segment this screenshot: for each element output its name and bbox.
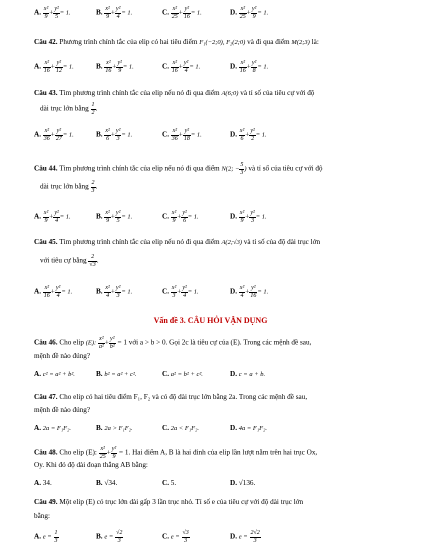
q44-answer-a[interactable]: A. $\frac{\text{x²}}{9}$ + $\frac{\text{y²}}{4}$ = 1. — [34, 210, 71, 224]
q47-answer-d[interactable]: D. 4a = F₁F₂. — [230, 424, 268, 432]
q46-answer-a[interactable]: A. c² = a² + b². — [34, 370, 75, 378]
q49-answer-a[interactable]: A. e = $\frac{1}{3}$ — [34, 530, 58, 544]
section-title: Vấn đề 3. CÂU HỎI VẬN DỤNG — [153, 316, 268, 325]
q46-line1: Câu 46. Cho elip (E): $\frac{\text{x²}}{\text{a²}}$ + $\frac{\text{y²}}{\text{b²}}$ = 1 với a > b > 0. Gọi 2c là tiêu cự của (E). Trong các mệnh đề sau, — [34, 336, 312, 350]
q47-answer-a[interactable]: A. 2a = F₁F₂. — [34, 424, 72, 432]
q43-line2: dài trục lớn bằng $\frac{1}{2}$ . — [40, 102, 98, 116]
q43-line1: Câu 43. Tìm phương trình chính tắc của elip nếu nó đi qua điểm A(6;0) và tỉ số của tiêu cự với độ — [34, 89, 315, 97]
q42-answer-d[interactable]: D. $\frac{\text{x²}}{16}$ + $\frac{\text{y²}}{8}$ = 1. — [230, 60, 269, 74]
q41-answer-b[interactable]: B. $\frac{\text{x²}}{9}$ + $\frac{\text{y²}}{4}$ = 1. — [96, 6, 133, 20]
q48-answer-a[interactable]: A. 34. — [34, 479, 52, 487]
q45-answer-c[interactable]: C. $\frac{\text{x²}}{3}$ + $\frac{\text{y²}}{4}$ = 1. — [162, 285, 199, 299]
q48-answer-d[interactable]: D. √136. — [230, 479, 256, 487]
q45-line1: Câu 45. Tìm phương trình chính tắc của elip nếu nó đi qua điểm A(2;√3) và tỉ số của độ dài trục lớn — [34, 238, 321, 246]
q43-answer-d[interactable]: D. $\frac{\text{x²}}{6}$ + $\frac{\text{y²}}{2}$ = 1. — [230, 128, 267, 142]
q47-line1: Câu 47. Cho elip có hai tiêu điểm F₁, F₂ và có độ dài trục lớn bằng 2a. Trong các mệnh đề sau, — [34, 393, 308, 401]
q47-line2: mệnh đề nào đúng? — [34, 406, 91, 414]
q49-answer-b[interactable]: B. e = $\frac{√2}{3}$ — [96, 530, 123, 544]
q47-answer-b[interactable]: B. 2a > F₁F₂. — [96, 424, 133, 432]
q46-line2: mệnh đề nào đúng? — [34, 352, 91, 360]
q43-answer-a[interactable]: A. $\frac{\text{x²}}{36}$ + $\frac{\text{y²}}{27}$ = 1. — [34, 128, 74, 142]
q42-answer-c[interactable]: C. $\frac{\text{x²}}{16}$ + $\frac{\text{y²}}{4}$ = 1. — [162, 60, 201, 74]
q47-answer-c[interactable]: C. 2a < F₁F₂. — [162, 424, 200, 432]
q48-answer-c[interactable]: C. 5. — [162, 479, 177, 487]
q46-answer-b[interactable]: B. b² = a² + c². — [96, 370, 137, 378]
q46-answer-d[interactable]: D. c = a + b. — [230, 370, 266, 378]
q48-answer-b[interactable]: B. √34. — [96, 479, 118, 487]
q48-line1: Câu 48. Cho elip (E): $\frac{\text{x²}}{25}$ + $\frac{\text{y²}}{9}$ = 1. Hai điểm A, B là hai đỉnh của elip lần lượt nằm trên hai trục Ox, — [34, 446, 318, 460]
q43-answer-b[interactable]: B. $\frac{\text{x²}}{6}$ + $\frac{\text{y²}}{3}$ = 1. — [96, 128, 133, 142]
q44-answer-d[interactable]: D. $\frac{\text{x²}}{9}$ + $\frac{\text{y²}}{3}$ = 1. — [230, 210, 267, 224]
q49-answer-d[interactable]: D. e = $\frac{2√2}{3}$ — [230, 530, 260, 544]
q48-line2: Oy. Khi đó độ dài đoạn thẳng AB bằng: — [34, 461, 148, 469]
q49-answer-c[interactable]: C. e = $\frac{√3}{3}$ — [162, 530, 189, 544]
q41-answer-d[interactable]: D. $\frac{\text{x²}}{25}$ + $\frac{\text{y²}}{9}$ = 1. — [230, 6, 269, 20]
q44-answer-c[interactable]: C. $\frac{\text{x²}}{9}$ + $\frac{\text{y²}}{6}$ = 1. — [162, 210, 199, 224]
q49-line1: Câu 49. Một elip (E) có trục lớn dài gấp 3 lần trục nhỏ. Tỉ số e của tiêu cự với độ dài trục lớn — [34, 498, 304, 506]
q45-line2: với tiêu cự bằng $\frac{2}{√3}$ . — [40, 254, 99, 268]
q41-answer-a[interactable]: A. $\frac{\text{x²}}{9}$ + $\frac{\text{y²}}{5}$ = 1. — [34, 6, 71, 20]
q42-text: Câu 42. Phương trình chính tắc của elip có hai tiêu điểm F₁(−2;0), F₂(2;0) và đi qua điểm M(2;3) là: — [34, 38, 319, 46]
q45-answer-d[interactable]: D. $\frac{\text{x²}}{4}$ + $\frac{\text{y²}}{16}$ = 1. — [230, 285, 269, 299]
q41-answer-c[interactable]: C. $\frac{\text{x²}}{25}$ + $\frac{\text{y²}}{16}$ = 1. — [162, 6, 202, 20]
q45-answer-a[interactable]: A. $\frac{\text{x²}}{16}$ + $\frac{\text{y²}}{4}$ = 1. — [34, 285, 73, 299]
q45-answer-b[interactable]: B. $\frac{\text{x²}}{4}$ + $\frac{\text{y²}}{3}$ = 1. — [96, 285, 133, 299]
q46-answer-c[interactable]: C. a² = b² + c². — [162, 370, 203, 378]
q44-line1: Câu 44. Tìm phương trình chính tắc của elip nếu nó đi qua điểm N(2; − $\frac{5}{3}$ ) và tỉ số của tiêu cự với độ — [34, 162, 323, 176]
q42-answer-a[interactable]: A. $\frac{\text{x²}}{16}$ + $\frac{\text{y²}}{12}$ = 1. — [34, 60, 74, 74]
q44-line2: dài trục lớn bằng $\frac{2}{3}$ . — [40, 180, 98, 194]
q44-answer-b[interactable]: B. $\frac{\text{x²}}{9}$ + $\frac{\text{y²}}{5}$ = 1. — [96, 210, 133, 224]
q43-answer-c[interactable]: C. $\frac{\text{x²}}{36}$ + $\frac{\text{y²}}{18}$ = 1. — [162, 128, 202, 142]
q42-answer-b[interactable]: B. $\frac{\text{x²}}{16}$ + $\frac{\text{y²}}{9}$ = 1. — [96, 60, 134, 74]
q49-line2: bằng: — [34, 512, 50, 520]
